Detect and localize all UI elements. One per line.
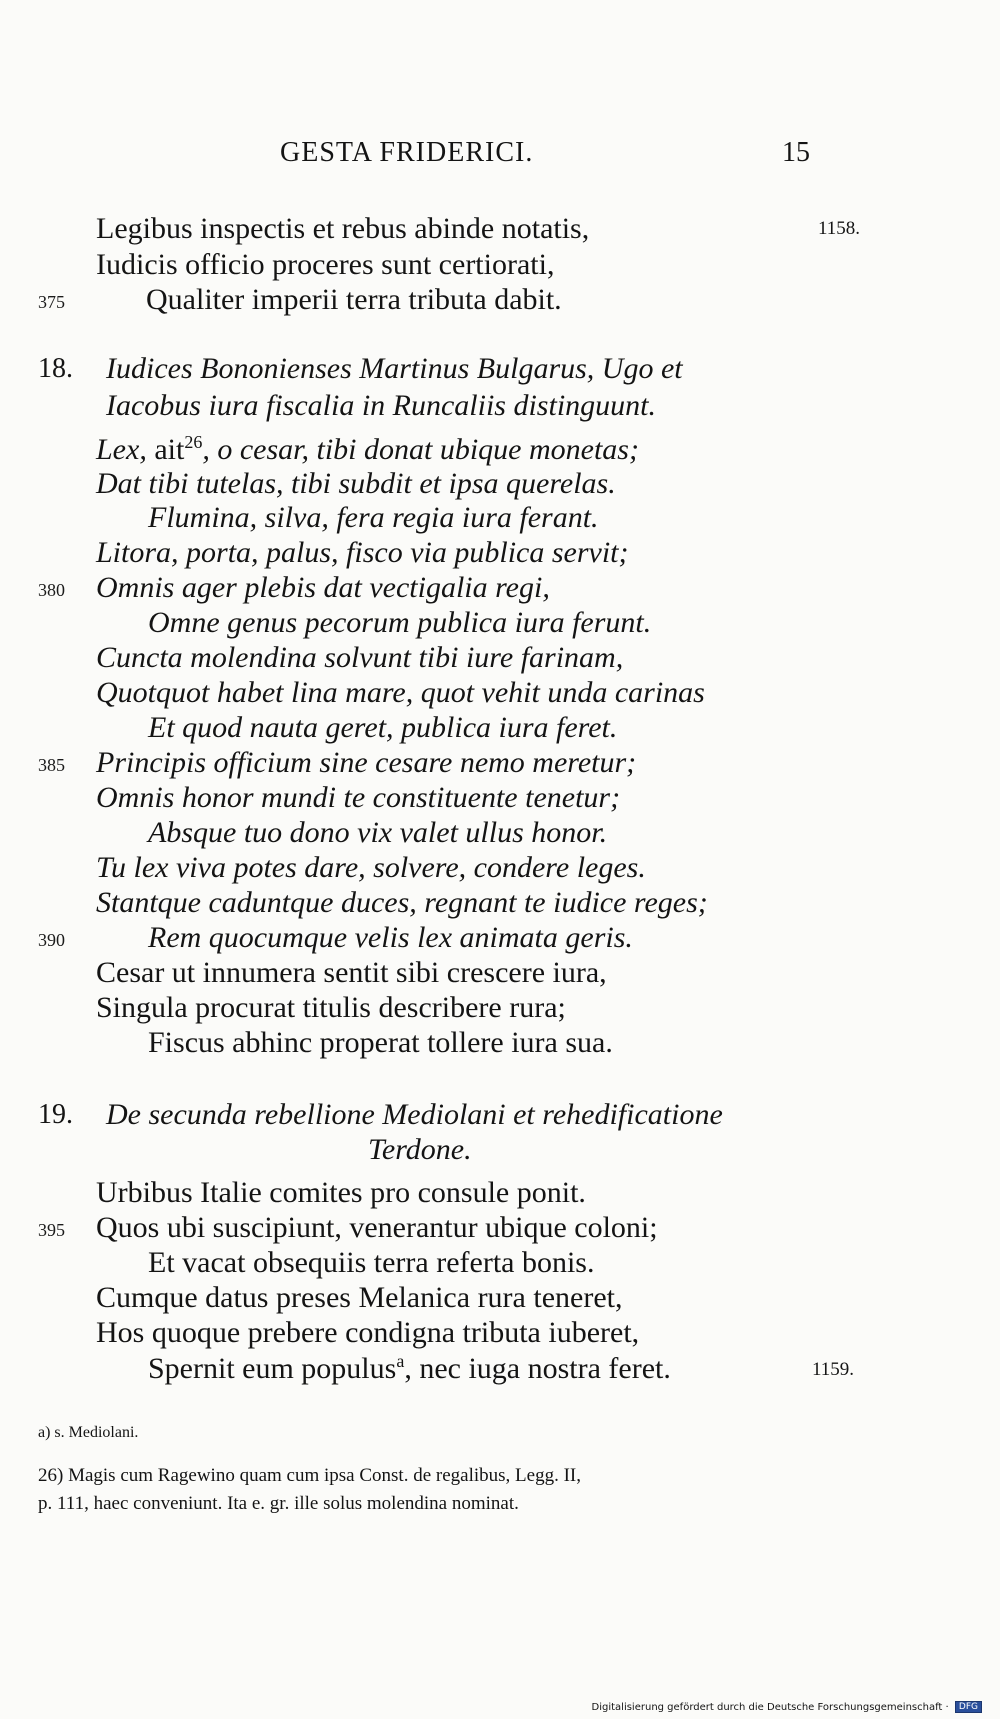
running-title: GESTA FRIDERICI. — [280, 137, 534, 168]
verse-line: Omnis ager plebis dat vectigalia regi, — [96, 571, 550, 604]
verse-line: Iudicis officio proceres sunt certiorati, — [96, 248, 555, 281]
footnote-a: a) s. Mediolani. — [38, 1424, 139, 1441]
footnote-26: 26) Magis cum Ragewino quam cum ipsa Const. de regalibus, Legg. II, — [38, 1465, 581, 1486]
page-number: 15 — [782, 137, 810, 168]
section-number: 18. — [38, 353, 73, 384]
verse-line: Stantque caduntque duces, regnant te iudice reges; — [96, 886, 708, 919]
verse-line: Cuncta molendina solvunt tibi iure farinam, — [96, 641, 624, 674]
dfg-logo: DFG — [955, 1701, 982, 1713]
section-heading: Iudices Bononienses Martinus Bulgarus, Ugo et — [106, 352, 683, 385]
verse-line: Singula procurat titulis describere rura; — [96, 991, 566, 1024]
verse-line: Lex, ait$^{26}$, o cesar, tibi donat ubique monetas; — [96, 432, 639, 466]
verse-line: Litora, porta, palus, fisco via publica servit; — [96, 536, 629, 569]
verse-line: Cesar ut innumera sentit sibi crescere iura, — [96, 956, 607, 989]
verse-line: Absque tuo dono vix valet ullus honor. — [148, 816, 608, 849]
footnote-26: p. 111, haec conveniunt. Ita e. gr. ille solus molendina nominat. — [38, 1493, 519, 1514]
section-heading: Iacobus iura fiscalia in Runcaliis distinguunt. — [106, 389, 656, 422]
verse-line: Hos quoque prebere condigna tributa iuberet, — [96, 1316, 640, 1349]
year-marker: 1158. — [818, 218, 861, 239]
line-number: 375 — [38, 292, 65, 312]
verse-line: Tu lex viva potes dare, solvere, condere leges. — [96, 851, 646, 884]
verse-line: Rem quocumque velis lex animata geris. — [148, 921, 633, 954]
verse-line: Urbibus Italie comites pro consule ponit. — [96, 1176, 586, 1209]
verse-line: Dat tibi tutelas, tibi subdit et ipsa querelas. — [96, 467, 616, 500]
verse-line: Omne genus pecorum publica iura ferunt. — [148, 606, 652, 639]
verse-line: Flumina, silva, fera regia iura ferant. — [148, 501, 599, 534]
verse-line: Legibus inspectis et rebus abinde notatis, — [96, 212, 590, 245]
verse-line: Qualiter imperii terra tributa dabit. — [146, 283, 562, 316]
footnote-ref: 26 — [184, 432, 203, 452]
line-number: 385 — [38, 755, 65, 775]
line-number: 395 — [38, 1220, 65, 1240]
verse-line: Et quod nauta geret, publica iura feret. — [148, 711, 618, 744]
verse-line: Cumque datus preses Melanica rura teneret, — [96, 1281, 623, 1314]
verse-line: Quotquot habet lina mare, quot vehit unda carinas — [96, 676, 705, 709]
verse-line: Principis officium sine cesare nemo meretur; — [96, 746, 637, 779]
verse-line: Spernit eum populus$^a$, nec iuga nostra feret. — [148, 1351, 671, 1385]
footnote-ref: a — [396, 1351, 405, 1371]
verse-line: Omnis honor mundi te constituente tenetur; — [96, 781, 621, 814]
verse-line: Quos ubi suscipiunt, venerantur ubique coloni; — [96, 1211, 658, 1244]
verse-line: Fiscus abhinc properat tollere iura sua. — [148, 1026, 613, 1059]
digitization-credit: Digitalisierung gefördert durch die Deutsche Forschungsgemeinschaft · DFG — [592, 1701, 982, 1713]
verse-line: Et vacat obsequiis terra referta bonis. — [148, 1246, 595, 1279]
line-number: 390 — [38, 930, 65, 950]
line-number: 380 — [38, 580, 65, 600]
year-marker: 1159. — [812, 1359, 855, 1380]
section-number: 19. — [38, 1099, 73, 1130]
section-heading: De secunda rebellione Mediolani et rehedificatione — [106, 1098, 723, 1131]
section-heading: Terdone. — [368, 1133, 472, 1166]
